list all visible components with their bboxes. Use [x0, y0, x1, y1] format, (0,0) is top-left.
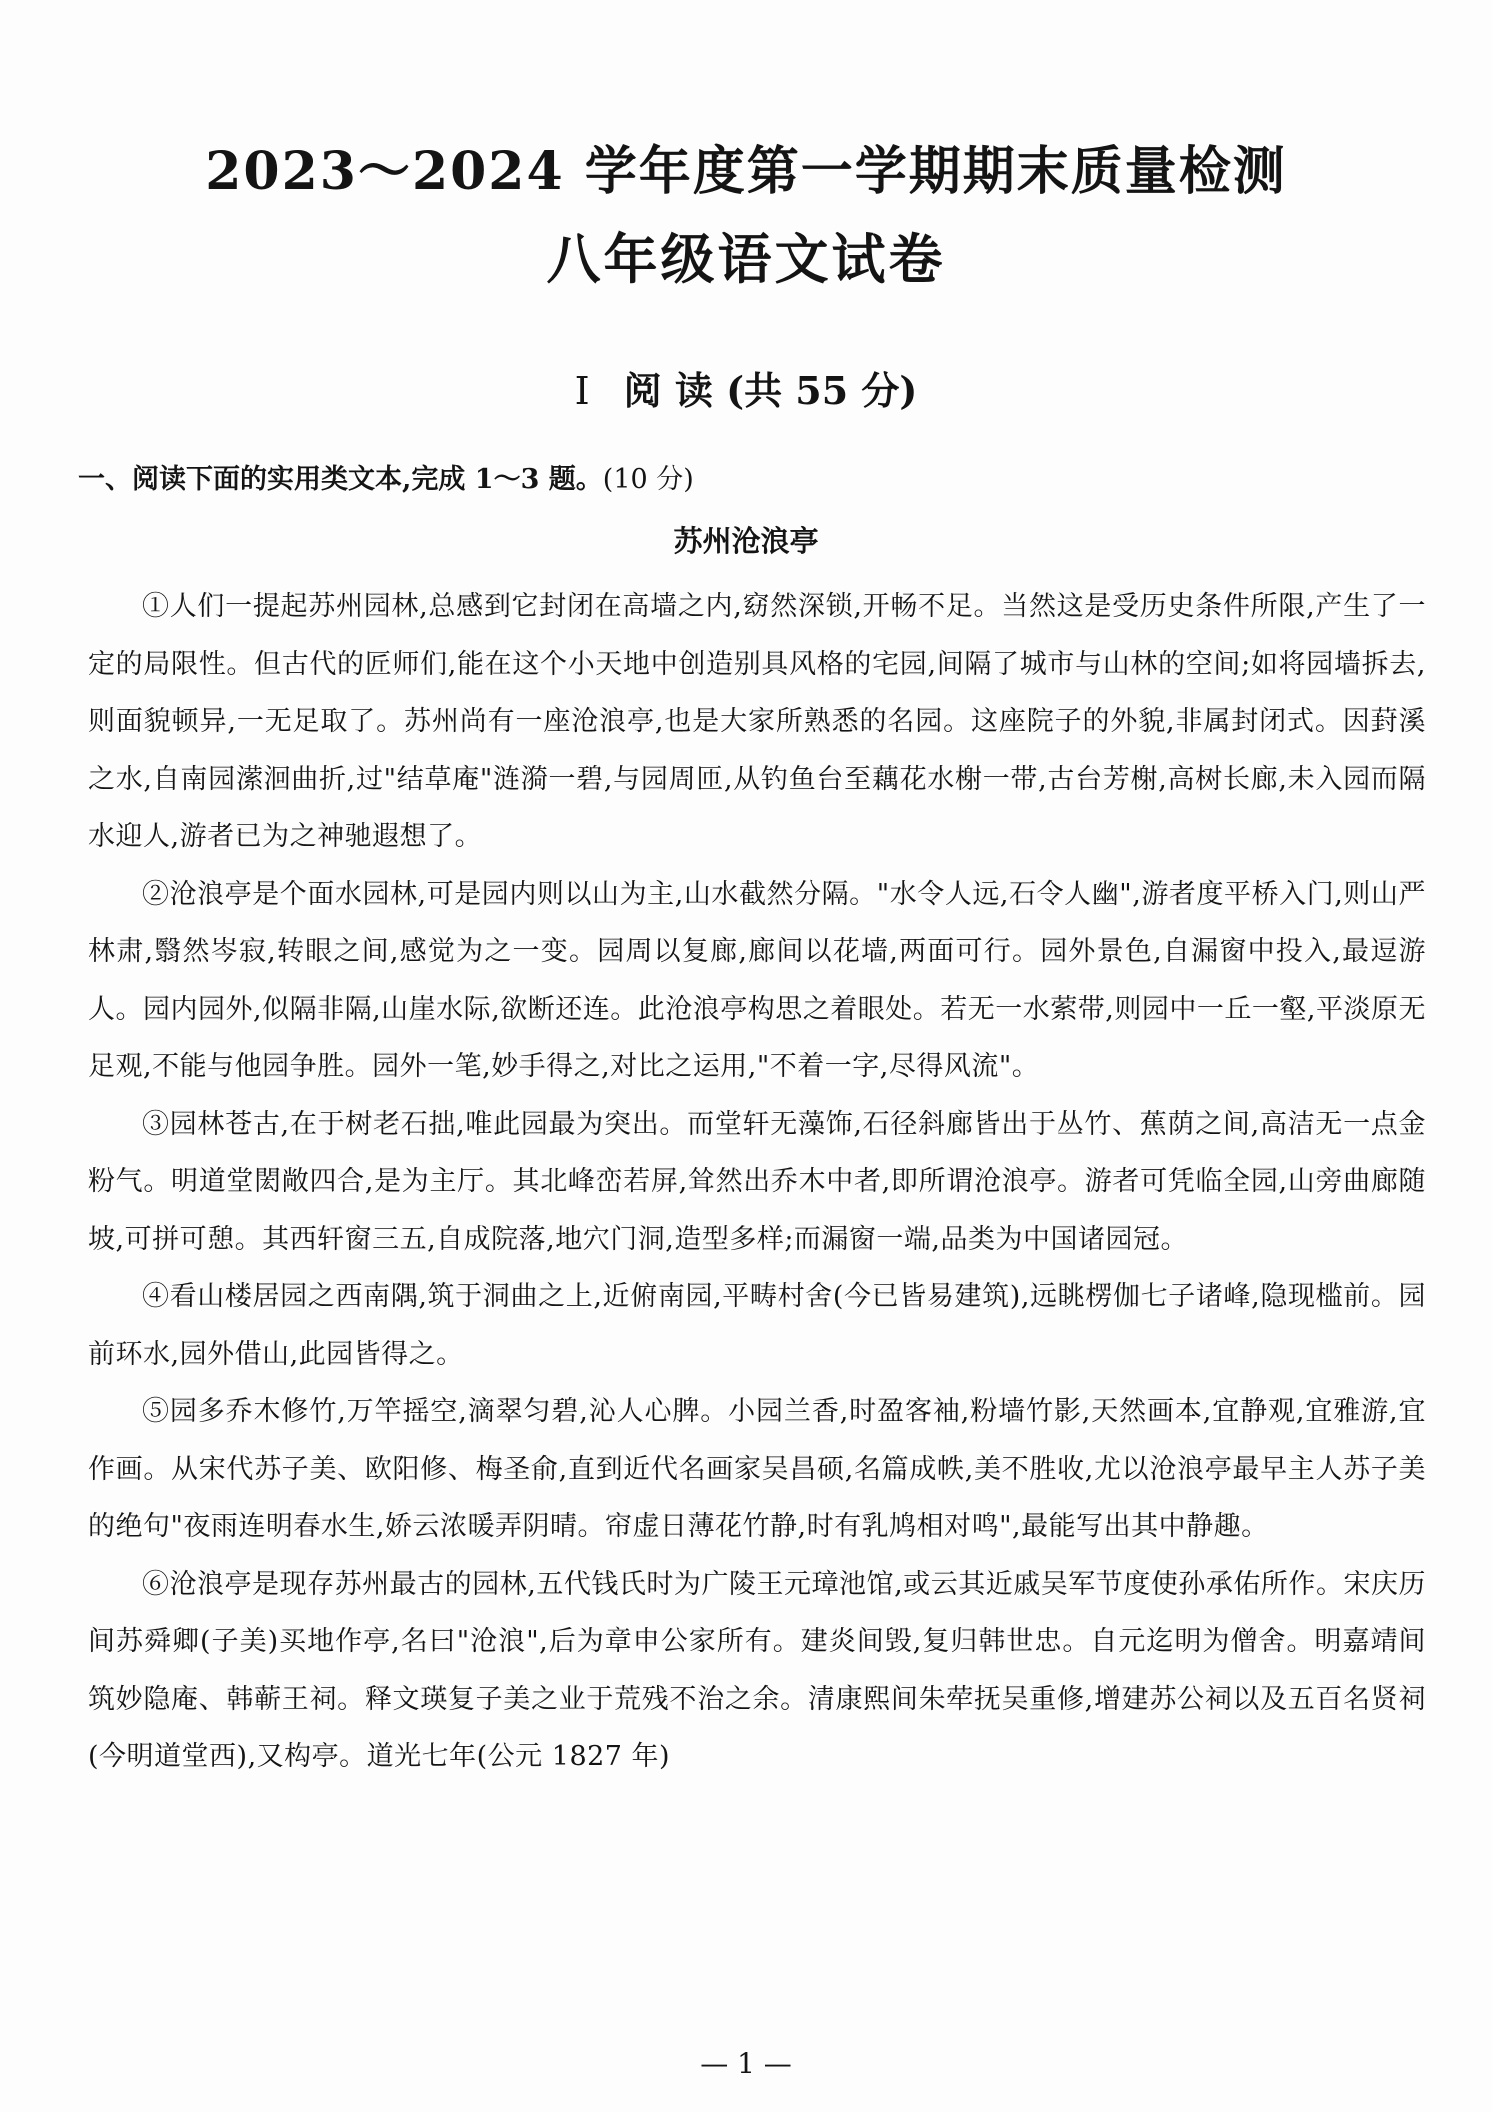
paragraph-1: ①人们一提起苏州园林,总感到它封闭在高墙之内,窈然深锁,开畅不足。当然这是受历史条件所限,产生了一定的局限性。但古代的匠师们,能在这个小天地中创造别具风格的宅园,间隔了城市与山林的空间;如将园墙拆去,则面貌顿异,一无足取了。苏州尚有一座沧浪亭,也是大家所熟悉的名园。这座院子的外貌,非属封闭式。因葑溪之水,自南园潆洄曲折,过"结草庵"涟漪一碧,与园周匝,从钓鱼台至藕花水榭一带,古台芳榭,高树长廊,未入园而隔水迎人,游者已为之神驰遐想了。 — [88, 591, 1426, 852]
question-instruction: 一、阅读下面的实用类文本,完成 1～3 题。 — [78, 464, 603, 495]
article-body — [88, 578, 1426, 1786]
paragraph-2: ②沧浪亭是个面水园林,可是园内则以山为主,山水截然分隔。"水令人远,石令人幽",游者度平桥入门,则山严林肃,翳然岑寂,转眼之间,感觉为之一变。园周以复廊,廊间以花墙,两面可行。园外景色,自漏窗中投入,最逗游人。园内园外,似隔非隔,山崖水际,欲断还连。此沧浪亭构思之着眼处。若无一水萦带,则园中一丘一壑,平淡原无足观,不能与他园争胜。园外一笔,妙手得之,对比之运用,"不着一字,尽得风流"。 — [88, 878, 1426, 1082]
paragraph-5: ⑤园多乔木修竹,万竿摇空,滴翠匀碧,沁人心脾。小园兰香,时盈客袖,粉墙竹影,天然画本,宜静观,宜雅游,宜作画。从宋代苏子美、欧阳修、梅圣俞,直到近代名画家吴昌硕,名篇成帙,美不胜收,尤以沧浪亭最早主人苏子美的绝句"夜雨连明春水生,娇云浓暖弄阴晴。帘虚日薄花竹静,时有乳鸠相对鸣",最能写出其中静趣。 — [88, 1396, 1426, 1542]
paragraph-4: ④看山楼居园之西南隅,筑于洞曲之上,近俯南园,平畴村舍(今已皆易建筑),远眺楞伽七子诸峰,隐现槛前。园前环水,园外借山,此园皆得之。 — [88, 1281, 1426, 1370]
paragraph-6: ⑥沧浪亭是现存苏州最古的园林,五代钱氏时为广陵王元璋池馆,或云其近戚吴军节度使孙承佑所作。宋庆历间苏舜卿(子美)买地作亭,名曰"沧浪",后为章申公家所有。建炎间毁,复归韩世忠。自元迄明为僧舍。明嘉靖间筑妙隐庵、韩蕲王祠。释文瑛复子美之业于荒残不治之余。清康熙间朱荦抚吴重修,增建苏公祠以及五百名贤祠(今明道堂西),又构亭。道光七年(公元 1827 年) — [88, 1568, 1426, 1772]
question-points: (10 分) — [602, 464, 694, 495]
exam-subtitle: 八年级语文试卷 — [546, 227, 946, 291]
page-number: — 1 — — [700, 2047, 792, 2080]
section-numeral: I — [574, 369, 590, 413]
exam-title: 2023～2024 学年度第一学期期末质量检测 — [205, 141, 1287, 202]
article-title: 苏州沧浪亭 — [673, 524, 819, 558]
question-heading — [78, 460, 1418, 500]
section-heading — [0, 366, 1492, 416]
section-label: 阅 读 (共 55 分) — [623, 368, 918, 413]
paragraph-3: ③园林苍古,在于树老石拙,唯此园最为突出。而堂轩无藻饰,石径斜廊皆出于丛竹、蕉荫之间,高洁无一点金粉气。明道堂閎敞四合,是为主厅。其北峰峦若屏,耸然出乔木中者,即所谓沧浪亭。游者可凭临全园,山旁曲廊随坡,可拼可憩。其西轩窗三五,自成院落,地穴门洞,造型多样;而漏窗一端,品类为中国诸园冠。 — [88, 1108, 1426, 1255]
